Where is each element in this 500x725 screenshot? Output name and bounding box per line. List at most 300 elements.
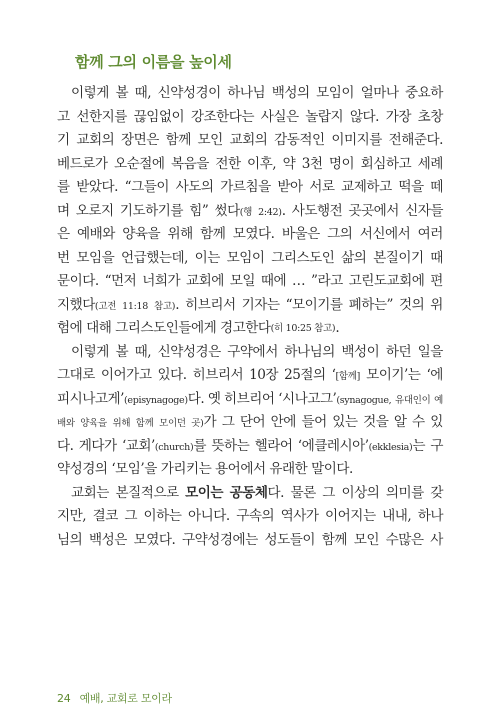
word (363, 411, 388, 435)
text-line-content (57, 529, 443, 553)
word (125, 176, 169, 200)
word (332, 364, 360, 388)
word (230, 482, 284, 506)
text-segment: … (292, 273, 306, 289)
text-segment: 지만, (57, 508, 87, 524)
word (386, 341, 411, 365)
text-segment: 예배와 (77, 226, 115, 242)
text-segment: 히브리서 (192, 367, 244, 383)
text-line (57, 223, 443, 247)
text-segment: 교회는 (71, 484, 109, 501)
word (220, 176, 271, 200)
text-segment: 힘” (189, 202, 209, 219)
word (316, 82, 354, 106)
citation: [함께] (335, 371, 361, 382)
word (57, 247, 70, 271)
word (191, 106, 254, 130)
text-segment: 사실은 (260, 108, 299, 125)
text-segment: ”라고 (311, 273, 343, 289)
word (247, 153, 276, 177)
text-segment: 이상의 (341, 484, 380, 501)
word (361, 153, 412, 177)
text-segment: 수 (412, 414, 425, 430)
word (426, 364, 442, 388)
word (122, 435, 206, 459)
word (281, 505, 319, 529)
word (284, 364, 326, 388)
text-segment: 받았다. (76, 179, 118, 195)
text-segment: 위 (430, 296, 443, 313)
text-segment: 안에 (270, 414, 296, 430)
text-segment: ‘에 (426, 367, 443, 383)
text-segment: 얼마나 (360, 85, 399, 101)
text-line (57, 388, 443, 412)
text-line (57, 364, 443, 388)
text-segment: 일을 (417, 343, 443, 360)
word (76, 129, 114, 153)
text-segment: 감동적인 (274, 132, 325, 148)
word (120, 200, 183, 224)
word (121, 129, 159, 153)
text-segment: 선한지를 (76, 108, 127, 125)
text-segment: ‘ (331, 367, 336, 383)
text-segment: 이는 (194, 249, 220, 266)
word (57, 388, 204, 412)
text-segment: 바울은 (281, 226, 320, 242)
word (112, 411, 130, 435)
word (71, 341, 109, 365)
word (386, 482, 424, 506)
text-segment: 함께 (165, 132, 191, 148)
text-segment: 이어가고 (100, 367, 152, 383)
text-segment: 이어지는 (325, 508, 376, 524)
word (272, 82, 310, 106)
word (57, 529, 82, 553)
word (399, 294, 424, 318)
word (386, 106, 411, 130)
book-title: 예배, 교회로 모이라 (79, 692, 172, 705)
text-segment: 옛 (207, 390, 221, 407)
text-segment: 떡을 (398, 179, 424, 195)
citation: 위해 (112, 418, 131, 429)
text-line-content (57, 388, 443, 412)
word (242, 294, 280, 318)
citation: (ekklesia) (368, 441, 413, 453)
text-line-content (57, 317, 443, 341)
text-segment: 고 (57, 108, 70, 125)
text-segment: ‘시나고그’ (278, 390, 337, 407)
word (405, 200, 443, 224)
text-segment: 모였다. (133, 531, 176, 548)
word (136, 411, 154, 435)
text-segment: 이후, (247, 155, 277, 172)
word (332, 411, 357, 435)
word (292, 270, 305, 294)
word (115, 482, 178, 506)
word (434, 388, 443, 412)
citation: (episynagoge) (123, 394, 188, 406)
word (157, 364, 186, 388)
text-segment: 신약성경이 (157, 85, 221, 101)
text-segment: 모인 (353, 531, 379, 548)
word (278, 388, 391, 412)
text-segment: 그리스도인 (271, 249, 335, 266)
text-segment: 그 (124, 508, 138, 524)
word (350, 106, 379, 130)
word (327, 223, 352, 247)
word (349, 294, 393, 318)
word (115, 341, 128, 365)
text-segment: 것의 (398, 296, 425, 313)
word (302, 153, 323, 177)
word (57, 294, 116, 318)
word (271, 411, 296, 435)
word (57, 505, 86, 529)
citation: (히 10:25 참고) (270, 323, 336, 334)
text-segment: 모임이 (226, 249, 265, 266)
text-segment: 25절의 (284, 367, 326, 383)
text-segment: 는 (412, 437, 426, 454)
citation: 곳) (191, 418, 204, 429)
text-segment: 언급했는데, (120, 249, 188, 266)
text-line-content (57, 505, 443, 529)
citation: 모이던 (159, 418, 186, 429)
body-text (57, 82, 443, 552)
citation: 유대인이 (394, 394, 431, 406)
text-segment: ‘에클레시아’ (297, 437, 369, 454)
text-segment: 놀랍지 (305, 108, 344, 125)
word (115, 82, 128, 106)
text-line (57, 294, 443, 318)
word (283, 153, 296, 177)
text-line-content (57, 200, 443, 224)
word (418, 341, 443, 365)
text-segment: 약성경의 ‘모임’을 가리키는 용어에서 유래한 말이다. (57, 461, 353, 477)
text-line (57, 82, 443, 106)
text-line-content (71, 482, 443, 506)
text-segment: 험에 대해 그리스도인들에게 경고한다 (57, 320, 271, 336)
text-segment: 중요하 (405, 85, 443, 101)
text-segment: 의미를 (385, 484, 424, 501)
text-line-content (57, 129, 443, 153)
text-line (57, 341, 443, 365)
text-line-content (57, 176, 443, 200)
text-segment: 기자는 (241, 296, 280, 313)
page-footer (57, 690, 172, 706)
text-segment: 성도들이 (264, 531, 316, 548)
word (135, 341, 151, 365)
word (57, 153, 108, 177)
word (430, 435, 443, 459)
text-segment: 떼 (430, 179, 443, 195)
word (57, 106, 70, 130)
text-segment: 너희가 (142, 273, 181, 289)
word (325, 505, 376, 529)
word (57, 364, 95, 388)
text-segment: 여러 (417, 226, 443, 242)
word (418, 153, 443, 177)
text-line (57, 200, 443, 224)
text-segment: 이하는 (143, 508, 182, 524)
text-segment: 를 (193, 437, 207, 454)
word (57, 411, 75, 435)
word (292, 200, 343, 224)
text-segment: 고린도교회에 (348, 273, 425, 289)
text-segment: 게다가 (78, 437, 117, 454)
word (389, 129, 443, 153)
word (360, 223, 411, 247)
text-segment: 있는 (332, 414, 358, 430)
text-segment: 가 (203, 414, 217, 430)
text-segment: 다. (57, 437, 74, 454)
citation: 2:42) (258, 206, 282, 218)
text-line (57, 505, 443, 529)
word (71, 82, 109, 106)
text-segment: 히브리어 (224, 390, 275, 407)
text-segment: 백성이 (341, 343, 380, 360)
citation: (행 (239, 206, 252, 218)
word (122, 223, 160, 247)
text-segment: 백성의 (271, 85, 310, 101)
text-segment: . (281, 202, 286, 219)
word (176, 176, 214, 200)
text-segment: 번 (57, 249, 70, 266)
text-segment: 전한 (215, 155, 241, 172)
text-segment: 양육을 (122, 226, 161, 242)
text-line-content (57, 435, 443, 459)
word (227, 247, 265, 271)
word (222, 411, 235, 435)
word (430, 247, 443, 271)
word (305, 106, 343, 130)
word (341, 176, 392, 200)
text-segment: 기 (57, 132, 70, 148)
word (142, 270, 180, 294)
word (298, 435, 425, 459)
text-segment: 지했다 (57, 296, 95, 313)
text-segment: 단어 (239, 414, 266, 430)
text-segment: “그들이 (124, 179, 169, 195)
text-segment: 며 (57, 202, 70, 219)
citation: 11:18 (122, 300, 148, 312)
word (189, 200, 208, 224)
text-segment: 그대로 (57, 367, 95, 383)
word (121, 247, 188, 271)
text-segment: 때, (134, 85, 152, 101)
word (57, 270, 99, 294)
citation: 예 (434, 394, 443, 406)
text-line-content (71, 341, 443, 365)
word (114, 153, 165, 177)
text-segment: 있다. (157, 367, 187, 383)
word (418, 223, 443, 247)
text-line (57, 176, 443, 200)
word (398, 176, 423, 200)
word (124, 505, 137, 529)
text-segment: 초창 (417, 108, 443, 125)
text-segment: 사도행전 (291, 202, 343, 219)
text-line (57, 482, 443, 506)
text-segment: 신약성경은 (157, 343, 221, 360)
text-line (57, 106, 443, 130)
text-line (57, 247, 443, 271)
text-segment: 함께 (200, 226, 226, 242)
text-segment: 강조한다는 (190, 108, 254, 125)
word (430, 270, 443, 294)
word (394, 411, 407, 435)
text-segment: 편 (430, 273, 443, 289)
word (227, 341, 278, 365)
word (290, 482, 315, 506)
text-segment: 하나님 (227, 85, 266, 101)
page-number: 24 (57, 692, 71, 705)
text-segment: 이렇게 (71, 343, 109, 360)
text-segment: 사도의 (175, 179, 214, 195)
text-segment: 히브리서 (185, 296, 236, 313)
word (265, 529, 316, 553)
word (57, 223, 70, 247)
text-segment: 모일 (229, 273, 256, 289)
word (373, 247, 424, 271)
text-segment: 갖 (430, 484, 443, 501)
text-segment: 들어 (301, 414, 327, 430)
text-segment: 오로지 (75, 202, 114, 219)
word (271, 247, 334, 271)
word (76, 200, 114, 224)
word (309, 176, 334, 200)
text-line-content (57, 106, 443, 130)
text-line-content (71, 82, 443, 106)
word (418, 505, 443, 529)
word (76, 106, 127, 130)
word (158, 82, 221, 106)
text-segment: 본질적으로 (115, 484, 179, 501)
word (348, 200, 399, 224)
word (286, 294, 343, 318)
text-segment: 교회에 (185, 273, 224, 289)
text-segment: 물론 (290, 484, 316, 501)
section-heading: 함께 그의 이름을 높이세 (75, 53, 232, 71)
text-line-content (57, 364, 443, 388)
text-line-content (57, 411, 443, 435)
text-segment: 3천 (301, 155, 323, 172)
text-segment: 이미지를 (331, 132, 382, 148)
word (301, 411, 326, 435)
text-line-content (57, 153, 443, 177)
text-segment: 모임이 (316, 85, 355, 101)
text-segment: 구약성경에는 (182, 531, 258, 548)
text-segment: 교회의 (76, 132, 115, 148)
word (227, 82, 265, 106)
text-line-content (57, 270, 443, 294)
text-segment: 베드로가 (57, 155, 108, 172)
text-segment: 않다. (349, 108, 379, 125)
text-line (57, 411, 443, 435)
text-segment: 모인 (197, 132, 223, 148)
text-segment: 교회의 (229, 132, 268, 148)
text-segment: 신자들 (405, 202, 443, 219)
text-segment: 썼다 (214, 202, 240, 219)
word (80, 411, 107, 435)
text-segment: 약 (282, 155, 296, 172)
text-segment: 서로 (309, 179, 335, 195)
word (122, 294, 148, 318)
emphasis: 모이는 (185, 484, 224, 501)
word (188, 505, 230, 529)
word (166, 129, 191, 153)
citation: 양육을 (80, 418, 107, 429)
text-segment: 피시나고게’ (57, 390, 124, 407)
word (282, 223, 320, 247)
word (185, 482, 223, 506)
word (349, 270, 425, 294)
text-segment: 뜻하는 (211, 437, 250, 454)
text-segment: 모이기’는 (366, 367, 421, 383)
word (430, 294, 443, 318)
text-segment: 하던 (385, 343, 412, 360)
word (386, 529, 424, 553)
word (224, 388, 275, 412)
word (277, 176, 302, 200)
word (258, 200, 285, 224)
word (366, 364, 420, 388)
text-line-content (57, 223, 443, 247)
word (71, 482, 109, 506)
text-segment: 하나님의 (284, 343, 335, 360)
word (240, 411, 265, 435)
text-segment: 볼 (115, 85, 129, 101)
word (331, 129, 382, 153)
text-segment: 모임을 (76, 249, 115, 266)
text-segment: 때, (134, 343, 152, 360)
word (89, 529, 127, 553)
word (430, 482, 443, 506)
text-segment: . (335, 320, 340, 336)
text-segment: 오순절에 (113, 155, 165, 172)
text-segment: 함께 (321, 531, 347, 548)
word (261, 106, 299, 130)
text-segment: 알 (393, 414, 407, 430)
text-line (57, 153, 443, 177)
text-segment: 장면은 (120, 132, 159, 148)
word (322, 529, 347, 553)
word (195, 247, 220, 271)
word (76, 176, 118, 200)
text-segment: “모이기를 (285, 296, 343, 313)
word (418, 106, 443, 130)
word (430, 411, 443, 435)
text-segment: 복음을 (170, 155, 209, 172)
word (171, 153, 209, 177)
word (200, 223, 225, 247)
text-segment: 문이다. (57, 273, 99, 289)
text-segment: 그의 (327, 226, 353, 242)
text-segment: 삶의 (341, 249, 367, 266)
word (186, 270, 224, 294)
citation: 함께 (135, 418, 154, 429)
word (101, 364, 152, 388)
word (105, 270, 137, 294)
text-segment: 수많은 (385, 531, 424, 548)
word (322, 482, 335, 506)
word (233, 223, 275, 247)
word (274, 129, 325, 153)
text-segment: 것을 (363, 414, 389, 430)
text-segment: 볼 (115, 343, 129, 360)
text-segment: 결코 (92, 508, 118, 524)
word (230, 270, 255, 294)
word (395, 388, 431, 412)
